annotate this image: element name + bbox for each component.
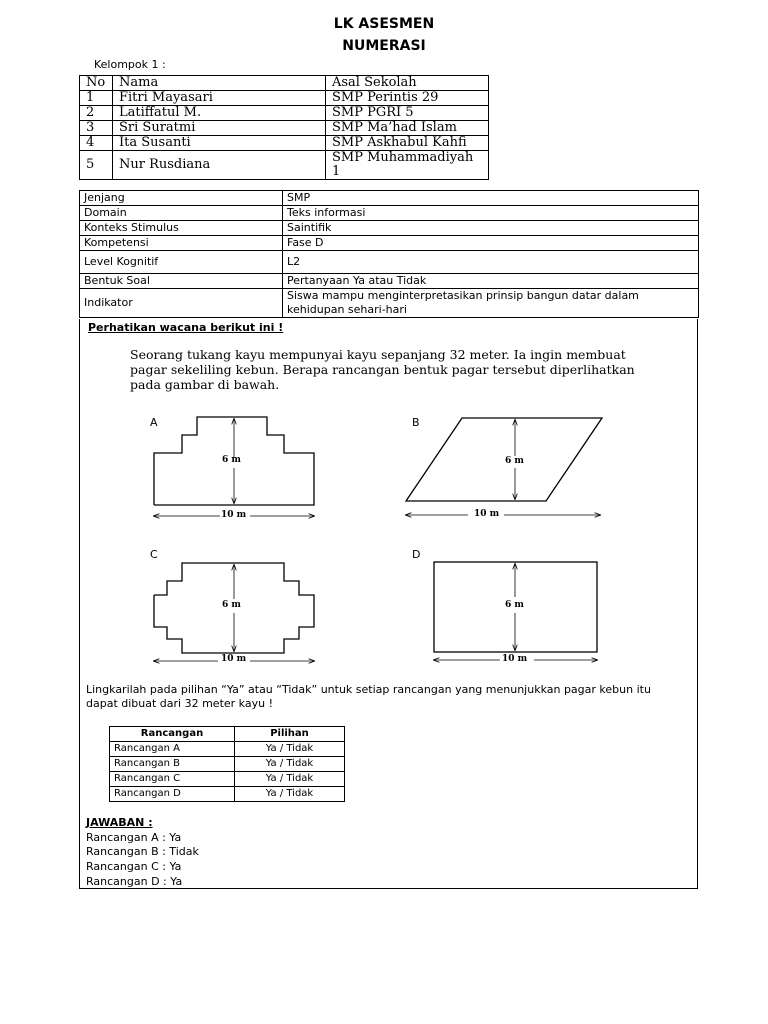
- header-pilihan: Pilihan: [235, 727, 345, 742]
- cell-no: 2: [80, 106, 113, 121]
- cell-pilihan: Ya / Tidak: [235, 772, 345, 787]
- answer-heading: JAWABAN :: [86, 816, 153, 829]
- stimulus-text: Seorang tukang kayu mempunyai kayu sepanjang 32 meter. Ia ingin membuat pagar sekeliling kebun. Berapa rancangan bentuk pagar tersebut diperlihatkan pada gambar di bawah.: [130, 347, 635, 392]
- info-value: SMP: [283, 191, 699, 206]
- figure-c-width: 10 m: [221, 654, 247, 664]
- cell-nama: Nur Rusdiana: [113, 151, 326, 180]
- info-key: Kompetensi: [80, 236, 283, 251]
- info-value: Pertanyaan Ya atau Tidak: [283, 274, 699, 289]
- answer-line: Rancangan D : Ya: [86, 874, 183, 888]
- info-key: Level Kognitif: [80, 251, 283, 274]
- figure-a-height: 6 m: [222, 455, 241, 465]
- instruction-text: Lingkarilah pada pilihan “Ya” atau “Tidak” untuk setiap rancangan yang menunjukkan pagar kebun itu dapat dibuat dari 32 meter kayu !: [86, 683, 651, 710]
- cell-pilihan: Ya / Tidak: [235, 787, 345, 802]
- header-nama: Nama: [113, 76, 326, 91]
- table-row: [80, 151, 489, 180]
- answer-section: [86, 816, 199, 890]
- info-value: Saintifik: [283, 221, 699, 236]
- document-subtitle: NUMERASI: [342, 38, 426, 54]
- section-heading: Perhatikan wacana berikut ini !: [88, 321, 284, 334]
- figure-d-label: D: [412, 548, 421, 561]
- table-row: [80, 106, 489, 121]
- cell-rancangan: Rancangan D: [110, 787, 235, 802]
- table-row: [110, 742, 345, 757]
- info-row: [80, 206, 699, 221]
- header-no: No: [80, 76, 113, 91]
- info-key: Jenjang: [80, 191, 283, 206]
- header-asal-sekolah: Asal Sekolah: [326, 76, 489, 91]
- figure-b-height: 6 m: [505, 456, 524, 466]
- cell-rancangan: Rancangan A: [110, 742, 235, 757]
- table-row: [110, 772, 345, 787]
- cell-sekolah: SMP Askhabul Kahfi: [326, 136, 489, 151]
- cell-nama: Ita Susanti: [113, 136, 326, 151]
- cell-nama: Latiffatul M.: [113, 106, 326, 121]
- cell-sekolah: SMP PGRI 5: [326, 106, 489, 121]
- table-row: [80, 136, 489, 151]
- info-value: L2: [283, 251, 699, 274]
- table-row: [80, 121, 489, 136]
- table-header-row: [110, 727, 345, 742]
- info-key: Bentuk Soal: [80, 274, 283, 289]
- info-value: Siswa mampu menginterpretasikan prinsip bangun datar dalam kehidupan sehari-hari: [283, 289, 699, 318]
- cell-nama: Sri Suratmi: [113, 121, 326, 136]
- figure-c-label: C: [150, 548, 158, 561]
- cell-sekolah: SMP Perintis 29: [326, 91, 489, 106]
- header-rancangan: Rancangan: [110, 727, 235, 742]
- figure-c-height: 6 m: [222, 600, 241, 610]
- info-value: Fase D: [283, 236, 699, 251]
- info-row: [80, 274, 699, 289]
- cell-pilihan: Ya / Tidak: [235, 757, 345, 772]
- info-row: [80, 251, 699, 274]
- figure-b-diagram: [400, 410, 610, 530]
- question-info-table: [79, 190, 699, 318]
- info-key: Indikator: [80, 289, 283, 318]
- info-key: Konteks Stimulus: [80, 221, 283, 236]
- cell-pilihan: Ya / Tidak: [235, 742, 345, 757]
- figure-a-width: 10 m: [221, 510, 247, 520]
- answer-line: Rancangan B : Tidak: [86, 845, 199, 859]
- table-row: [110, 787, 345, 802]
- group-label: Kelompok 1 :: [94, 58, 166, 71]
- info-row: [80, 191, 699, 206]
- info-row: [80, 236, 699, 251]
- document-title: LK ASESMEN: [333, 16, 435, 32]
- figure-b-label: B: [412, 416, 420, 429]
- info-value: Teks informasi: [283, 206, 699, 221]
- cell-sekolah: SMP Ma’had Islam: [326, 121, 489, 136]
- cell-no: 3: [80, 121, 113, 136]
- members-table: [79, 75, 489, 180]
- figure-d-width: 10 m: [502, 654, 528, 664]
- info-row: [80, 289, 699, 318]
- cell-no: 5: [80, 151, 113, 180]
- table-header-row: [80, 76, 489, 91]
- cell-no: 4: [80, 136, 113, 151]
- cell-rancangan: Rancangan C: [110, 772, 235, 787]
- answer-line: Rancangan A : Ya: [86, 830, 182, 844]
- answer-line: Rancangan C : Ya: [86, 860, 182, 874]
- table-row: [80, 91, 489, 106]
- table-row: [110, 757, 345, 772]
- cell-nama: Fitri Mayasari: [113, 91, 326, 106]
- info-key: Domain: [80, 206, 283, 221]
- figure-a-label: A: [150, 416, 158, 429]
- cell-sekolah: SMP Muhammadiyah 1: [326, 151, 489, 180]
- info-row: [80, 221, 699, 236]
- figure-d-height: 6 m: [505, 600, 524, 610]
- cell-rancangan: Rancangan B: [110, 757, 235, 772]
- cell-no: 1: [80, 91, 113, 106]
- figure-b-width: 10 m: [474, 509, 500, 519]
- choice-table: [109, 726, 345, 802]
